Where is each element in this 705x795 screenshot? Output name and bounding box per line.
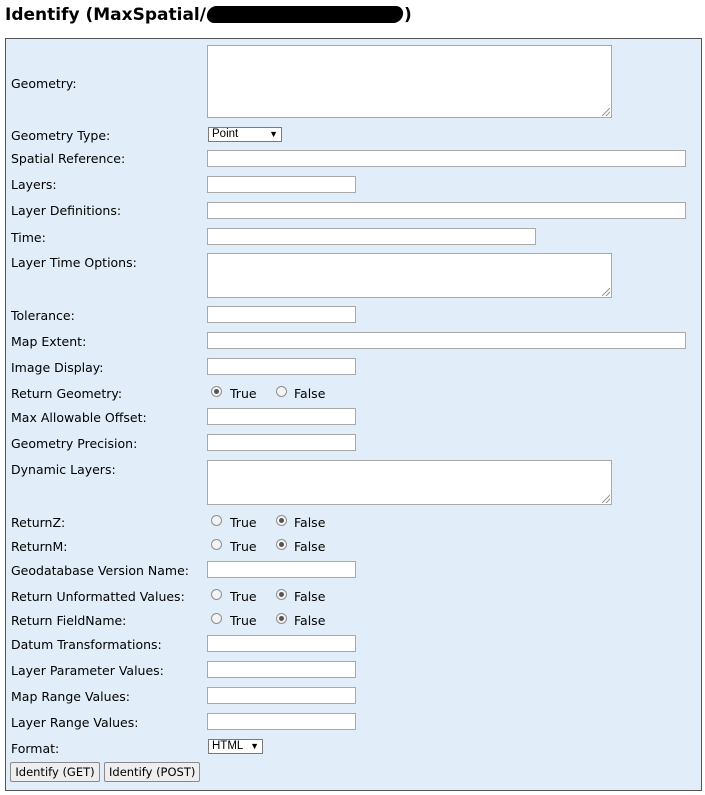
identify-get-button[interactable]: Identify (GET) [10, 762, 100, 782]
image-display-input[interactable] [207, 358, 356, 375]
spatial-reference-input[interactable] [207, 150, 686, 167]
return-geometry-true-radio[interactable] [211, 386, 222, 397]
datum-transformations-input[interactable] [207, 635, 356, 652]
gdb-version-label: Geodatabase Version Name: [11, 563, 189, 578]
layer-range-values-label: Layer Range Values: [11, 715, 139, 730]
identify-form-panel [5, 38, 702, 791]
max-allowable-offset-label: Max Allowable Offset: [11, 410, 147, 425]
return-m-true-label: True [230, 539, 257, 554]
return-m-false-label: False [294, 539, 326, 554]
geometry-type-value: Point [212, 128, 239, 140]
layer-definitions-label: Layer Definitions: [11, 203, 122, 218]
gdb-version-input[interactable] [207, 561, 356, 578]
dynamic-layers-label: Dynamic Layers: [11, 462, 116, 477]
return-unformatted-true-label: True [230, 589, 257, 604]
map-range-values-input[interactable] [207, 687, 356, 704]
datum-transformations-label: Datum Transformations: [11, 637, 162, 652]
resize-grip-icon[interactable] [602, 108, 610, 116]
return-fieldname-true-radio[interactable] [211, 613, 222, 624]
spatial-reference-label: Spatial Reference: [11, 151, 126, 166]
redaction-mark [206, 6, 404, 23]
chevron-down-icon: ▼ [269, 129, 278, 139]
return-z-label: ReturnZ: [11, 515, 66, 530]
page-title-suffix: ) [403, 5, 412, 25]
layer-range-values-input[interactable] [207, 713, 356, 730]
layer-parameter-values-label: Layer Parameter Values: [11, 663, 164, 678]
return-geometry-false-radio[interactable] [276, 386, 287, 397]
return-fieldname-false-label: False [294, 613, 326, 628]
time-input[interactable] [207, 228, 536, 245]
max-allowable-offset-input[interactable] [207, 408, 356, 425]
map-extent-input[interactable] [207, 332, 686, 349]
map-extent-label: Map Extent: [11, 334, 87, 349]
return-geometry-false-label: False [294, 386, 326, 401]
geometry-label: Geometry: [11, 76, 77, 91]
return-geometry-true-label: True [230, 386, 257, 401]
return-unformatted-false-label: False [294, 589, 326, 604]
return-z-false-radio[interactable] [276, 515, 287, 526]
page-title-prefix: Identify (MaxSpatial/ [5, 5, 206, 25]
layers-label: Layers: [11, 177, 57, 192]
geometry-precision-input[interactable] [207, 434, 356, 451]
return-m-label: ReturnM: [11, 539, 68, 554]
return-m-false-radio[interactable] [276, 539, 287, 550]
return-z-false-label: False [294, 515, 326, 530]
geometry-type-label: Geometry Type: [11, 128, 111, 143]
geometry-textarea[interactable] [207, 45, 612, 118]
time-label: Time: [11, 230, 46, 245]
return-z-true-radio[interactable] [211, 515, 222, 526]
return-unformatted-false-radio[interactable] [276, 589, 287, 600]
map-range-values-label: Map Range Values: [11, 689, 130, 704]
image-display-label: Image Display: [11, 360, 104, 375]
page-title [5, 3, 412, 27]
return-m-true-radio[interactable] [211, 539, 222, 550]
layer-time-options-label: Layer Time Options: [11, 255, 137, 270]
return-z-true-label: True [230, 515, 257, 530]
resize-grip-icon[interactable] [602, 288, 610, 296]
return-fieldname-false-radio[interactable] [276, 613, 287, 624]
geometry-precision-label: Geometry Precision: [11, 436, 138, 451]
return-fieldname-true-label: True [230, 613, 257, 628]
return-unformatted-true-radio[interactable] [211, 589, 222, 600]
return-unformatted-label: Return Unformatted Values: [11, 589, 185, 604]
dynamic-layers-textarea[interactable] [207, 460, 612, 505]
format-select[interactable] [208, 739, 263, 754]
chevron-down-icon: ▼ [250, 741, 259, 751]
layer-time-options-textarea[interactable] [207, 253, 612, 298]
identify-post-button[interactable]: Identify (POST) [104, 762, 200, 782]
geometry-type-select[interactable] [208, 127, 282, 142]
tolerance-label: Tolerance: [11, 308, 75, 323]
return-geometry-label: Return Geometry: [11, 386, 123, 401]
resize-grip-icon[interactable] [602, 495, 610, 503]
format-label: Format: [11, 741, 60, 756]
format-value: HTML [212, 740, 244, 752]
tolerance-input[interactable] [207, 306, 356, 323]
layer-parameter-values-input[interactable] [207, 661, 356, 678]
layer-definitions-input[interactable] [207, 202, 686, 219]
layers-input[interactable] [207, 176, 356, 193]
return-fieldname-label: Return FieldName: [11, 613, 127, 628]
